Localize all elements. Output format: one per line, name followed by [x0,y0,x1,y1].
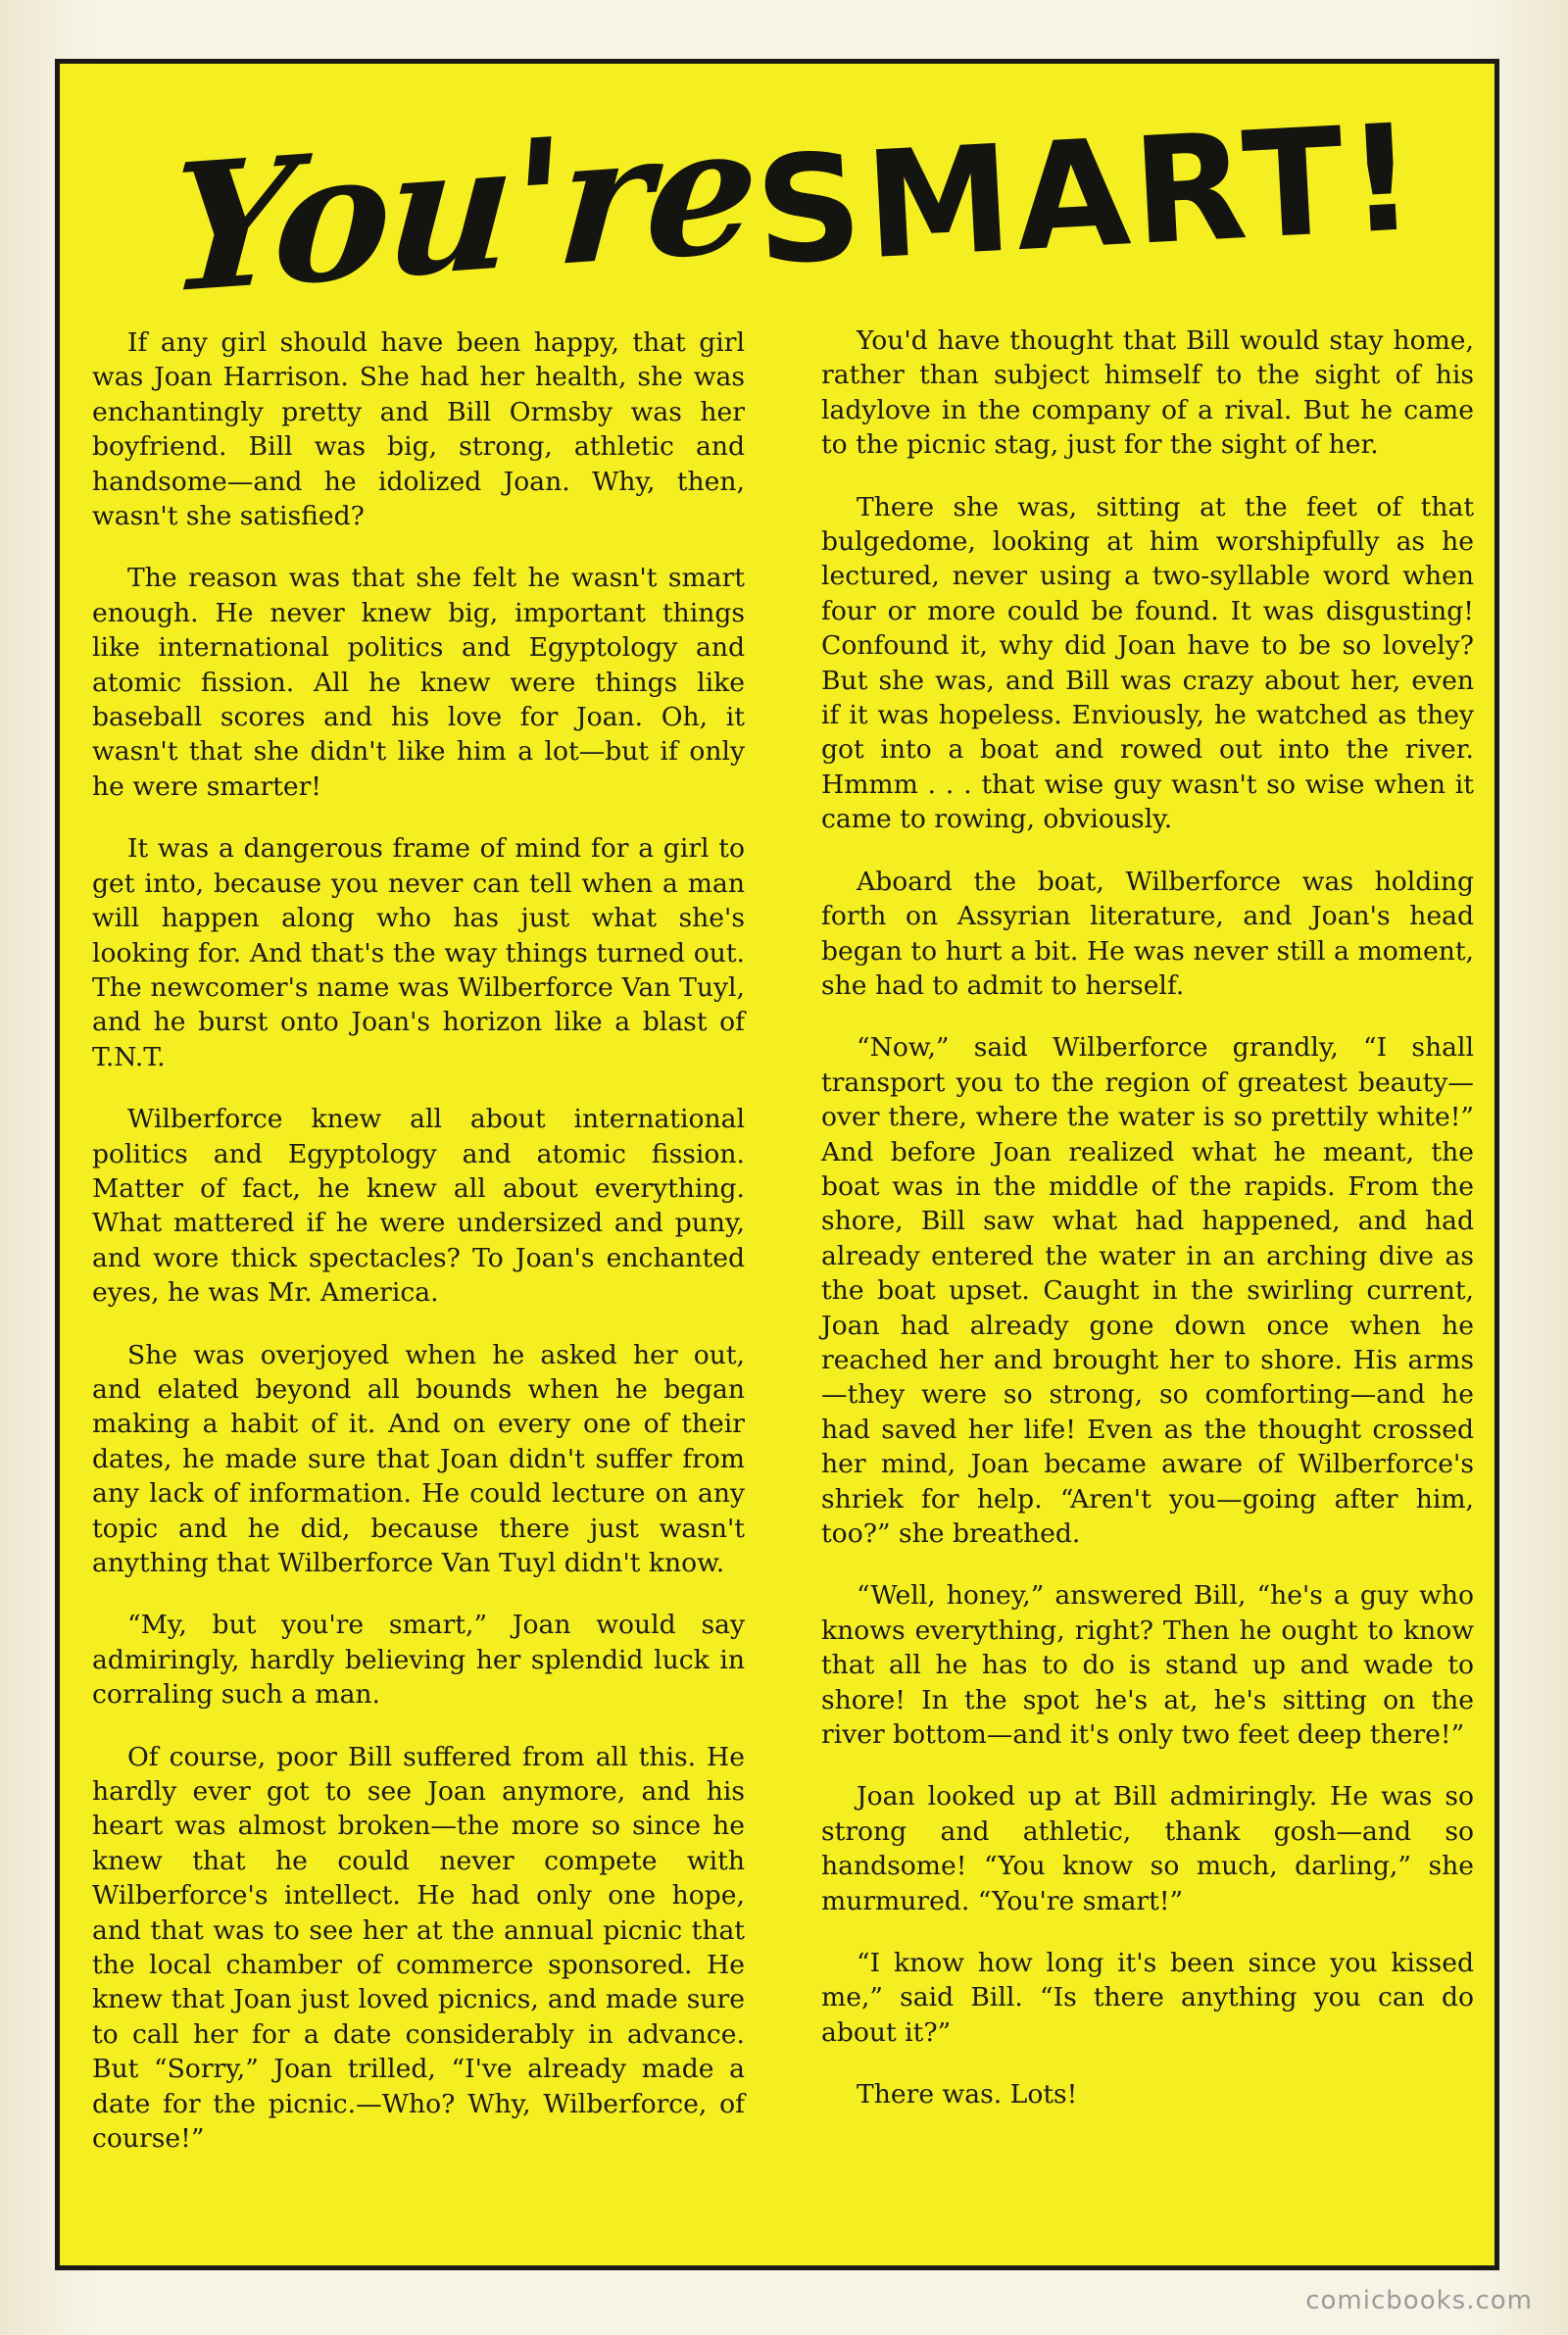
paragraph: Wilberforce knew all about international politics and Egyptology and atomic fission. Matter of fact, he knew all about everything. What mattered if he were undersized and puny, and wore thick spectacles? To Joan's enchanted eyes, he was Mr. America. [92,1104,745,1309]
site-watermark: comicbooks.com [1305,2286,1533,2315]
paragraph: You'd have thought that Bill would stay home, rather than subject himself to the sight of his ladylove in the company of a rival. But he came to the picnic stag, just for the sight of her. [821,325,1474,461]
paragraph: If any girl should have been happy, that girl was Joan Harrison. She had her health, she was enchantingly pretty and Bill Ormsby was her boyfriend. Bill was big, strong, athletic and handsome—and he idolized Joan. Why, then, wasn't she satisfied? [92,327,745,532]
closing-line: There was. Lots! [857,2079,1078,2111]
paragraph: “Well, honey,” answered Bill, “he's a guy who knows everything, right? Then he ought to know that all he has to do is stand up and wade to shore! In the spot he's at, he's sitting on the river bottom—and it's only two feet deep there!” [821,1580,1474,1751]
paragraph: She was overjoyed when he asked her out, and elated beyond all bounds when he began making a habit of it. And on every one of their dates, he made sure that Joan didn't suffer from any lack of information. He could lecture on any topic and he did, because there just wasn't anything that Wilberforce Van Tuyl didn't know. [92,1339,745,1578]
left-text-column [92,325,745,2184]
paragraph: Of course, poor Bill suffered from all this. He hardly ever got to see Joan anymore, and his heart was almost broken—the more so since he knew that he could never compete with Wilberforce's intellect. He had only one hope, and that was to see her at the annual picnic that the local chamber of commerce sponsored. He knew that Joan just loved picnics, and made sure to call her for a date considerably in advance. But “Sorry,” Joan trilled, “I've already made a date for the picnic.—Who? Why, Wilberforce, of course!” [92,1741,745,2155]
right-text-column [821,323,1474,2140]
story-title [94,84,1486,332]
paragraph: It was a dangerous frame of mind for a girl to get into, because you never can tell when a man will happen along who has just what she's looking for. And that's the way things turned out. The newcomer's name was Wilberforce Van Tuyl, and he burst onto Joan's horizon like a blast of T.N.T. [92,833,745,1072]
title-caps-word: SMART! [751,92,1423,298]
paragraph: The reason was that she felt he wasn't smart enough. He never knew big, important things like international politics and Egyptology and atomic fission. All he knew were things like baseball scores and his love for Joan. Oh, it wasn't that she didn't like him a lot—but if only he were smarter! [92,563,745,802]
paragraph: “My, but you're smart,” Joan would say admiringly, hardly believing her splendid luck in corraling such a man. [92,1610,745,1711]
paragraph: There she was, sitting at the feet of that bulgedome, looking at him worshipfully as he lectured, never using a two-syllable word when four or more could be found. It was disgusting! Confound it, why did Joan have to be so lovely? But she was, and Bill was crazy about her, even if it was hopeless. Enviously, he watched as they got into a boat and rowed out into the river. Hmmm . . . that wise guy wasn't so wise when it came to rowing, obviously. [821,491,1474,835]
title-script-word: You're [163,84,761,332]
paragraph: Aboard the boat, Wilberforce was holding forth on Assyrian literature, and Joan's head began to hurt a bit. He was never still a moment, she had to admit to herself. [821,866,1474,1001]
paragraph: “Now,” said Wilberforce grandly, “I shall transport you to the region of greatest beauty—over there, where the water is so prettily white!” And before Joan realized what he meant, the boat was in the middle of the rapids. From the shore, Bill saw what had happened, and had already entered the water in an arching dive as the boat upset. Caught in the swirling current, Joan had already gone down once when he reached her and brought her to shore. His arms—they were so strong, so comforting—and he had saved her life! Even as the thought crossed her mind, Joan became aware of Wilberforce's shriek for help. “Aren't you—going after him, too?” she breathed. [821,1032,1474,1549]
paragraph: Joan looked up at Bill admiringly. He was so strong and athletic, thank gosh—and so handsome! “You know so much, darling,” she murmured. “You're smart!” [821,1781,1474,1916]
paragraph: “I know how long it's been since you kissed me,” said Bill. “Is there anything you can do about it?” [821,1948,1474,2048]
